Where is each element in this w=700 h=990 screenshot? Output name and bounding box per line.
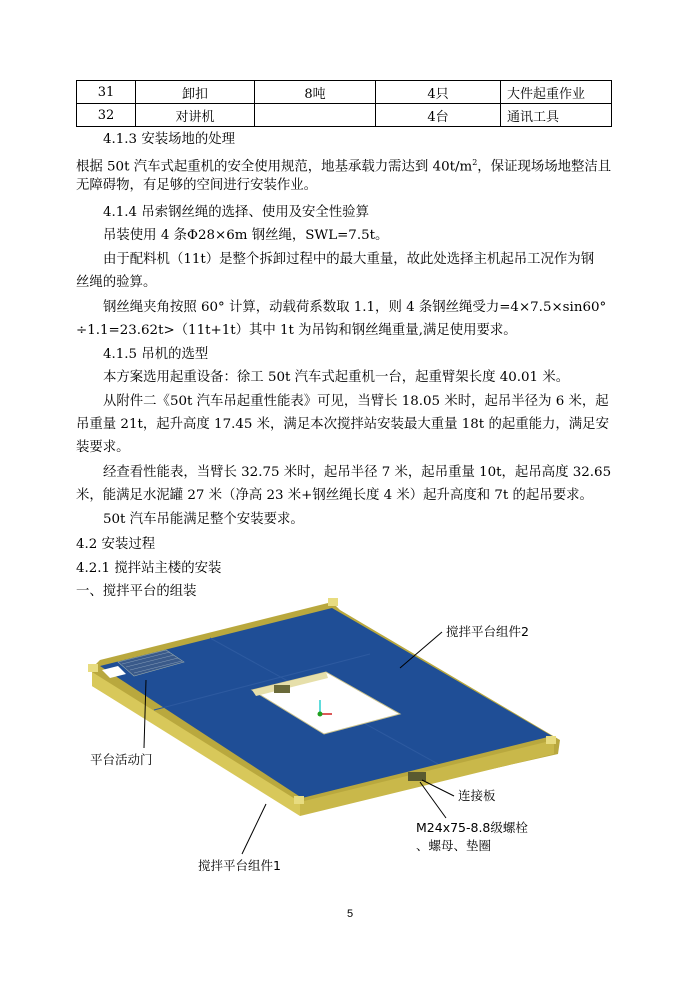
connection-plate	[408, 772, 426, 781]
bolt-plate	[274, 685, 290, 693]
paragraph-line: 装要求。	[76, 440, 130, 455]
leader-line	[242, 804, 266, 854]
cell-use: 通讯工具	[501, 104, 612, 127]
leader-line	[422, 780, 454, 796]
corner-pad	[328, 598, 338, 606]
heading-4-1-4: 4.1.4 吊索钢丝绳的选择、使用及安全性验算	[103, 205, 369, 220]
table-row	[77, 81, 612, 104]
text-run: 根据 50t 汽车式起重机的安全使用规范，地基承载力需达到 40t/m	[76, 159, 473, 175]
cell-no: 32	[77, 104, 136, 127]
platform-drawing	[70, 590, 630, 900]
cell-use: 大件起重作业	[501, 81, 612, 104]
heading-section-1: 一、搅拌平台的组装	[76, 584, 197, 599]
cell-qty: 4台	[376, 104, 501, 127]
text-run: ，保证现场场地整洁且	[477, 159, 612, 175]
cell-spec: 8吨	[255, 81, 376, 104]
corner-pad	[546, 736, 556, 744]
cell-qty: 4只	[376, 81, 501, 104]
paragraph-line: 丝绳的验算。	[76, 275, 157, 290]
paragraph-line: ÷1.1=23.62t>（11t+1t）其中 1t 为吊钩和钢丝绳重量,满足使用要求。	[76, 323, 517, 338]
heading-4-1-3: 4.1.3 安装场地的处理	[103, 132, 236, 147]
label-bolt-spec-2: 、螺母、垫圈	[416, 838, 492, 853]
heading-4-1-5: 4.1.5 吊机的选型	[103, 347, 209, 362]
leader-line	[420, 782, 446, 818]
heading-4-2-1: 4.2.1 搅拌站主楼的安装	[76, 561, 222, 576]
cell-no: 31	[77, 81, 136, 104]
page-number: 5	[346, 908, 354, 920]
paragraph-line: 米，能满足水泥罐 27 米（净高 23 米+钢丝绳长度 4 米）起升高度和 7t 的起吊要求。	[76, 488, 593, 503]
paragraph-line: 吊重量 21t，起升高度 17.45 米，满足本次搅拌站安装最大重量 18t 的起重能力，满足安	[76, 417, 609, 432]
corner-pad	[88, 664, 98, 672]
paragraph-line: 50t 汽车吊能满足整个安装要求。	[103, 512, 304, 527]
superscript: 2	[472, 158, 478, 167]
label-component-1: 搅拌平台组件1	[198, 858, 281, 873]
axis-origin	[318, 712, 323, 717]
paragraph-line: 吊装使用 4 条Φ28×6m 钢丝绳，SWL=7.5t。	[103, 228, 389, 243]
paragraph-line: 由于配料机（11t）是整个拆卸过程中的最大重量，故此处选择主机起吊工况作为钢	[103, 252, 595, 267]
paragraph-line: 从附件二《50t 汽车吊起重性能表》可见，当臂长 18.05 米时，起吊半径为 6 米，起	[103, 394, 609, 409]
corner-pad	[294, 796, 304, 804]
equipment-table	[76, 80, 612, 127]
cell-name: 对讲机	[136, 104, 255, 127]
paragraph-line: 无障碍物，有足够的空间进行安装作业。	[76, 178, 318, 193]
label-component-2: 搅拌平台组件2	[446, 624, 529, 639]
label-connection-plate: 连接板	[458, 788, 496, 803]
label-bolt-spec: M24x75-8.8级螺栓	[416, 820, 528, 835]
cell-name: 卸扣	[136, 81, 255, 104]
platform-figure	[70, 590, 630, 900]
heading-4-2: 4.2 安装过程	[76, 537, 156, 552]
cell-spec	[255, 104, 376, 127]
paragraph-line: 经查看性能表，当臂长 32.75 米时，起吊半径 7 米，起吊重量 10t，起吊高度 32.65	[103, 465, 612, 480]
label-platform-door: 平台活动门	[90, 752, 153, 767]
table-row	[77, 104, 612, 127]
paragraph-line: 本方案选用起重设备：徐工 50t 汽车式起重机一台，起重臂架长度 40.01 米。	[103, 370, 570, 385]
paragraph-line: 钢丝绳夹角按照 60° 计算，动载荷系数取 1.1，则 4 条钢丝绳受力=4×7.5×sin60°	[103, 300, 607, 315]
